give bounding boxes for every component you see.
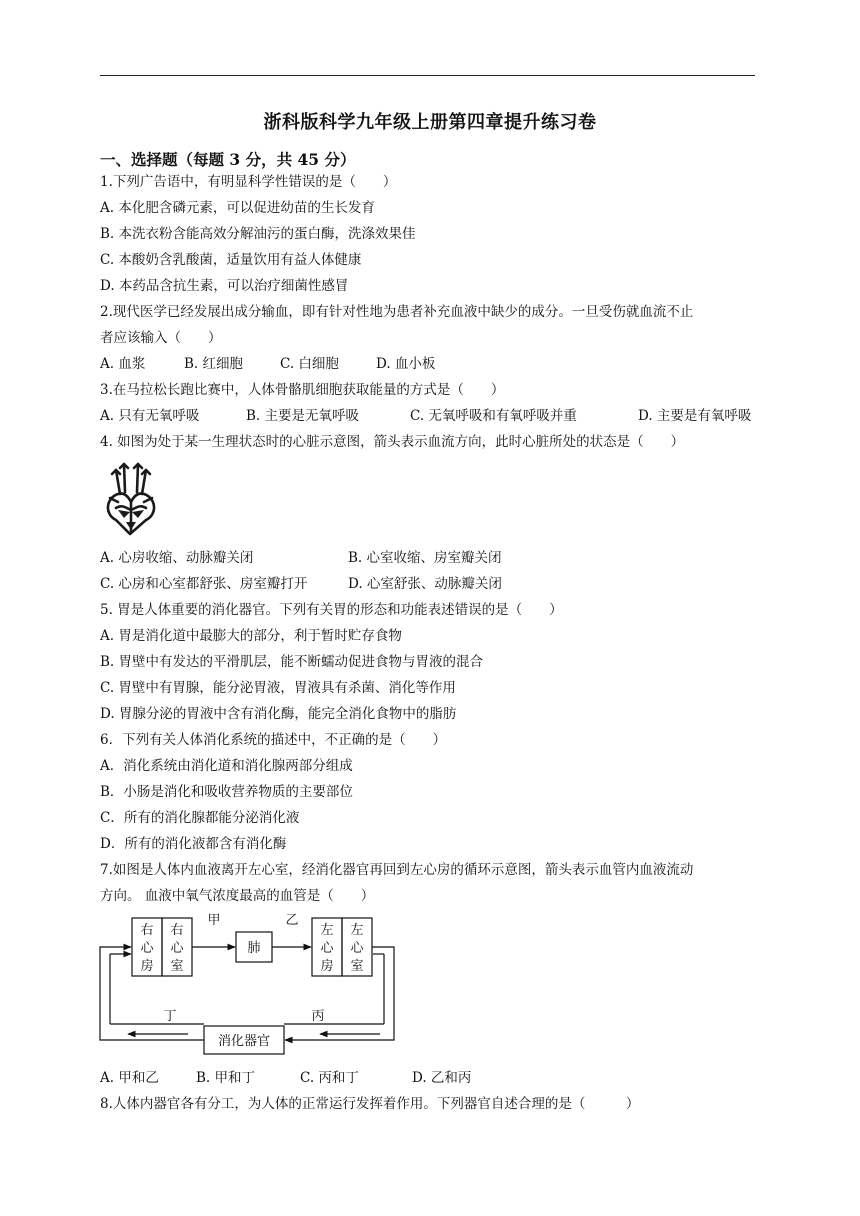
question-5-stem: 5. 胃是人体重要的消化器官。下列有关胃的形态和功能表述错误的是（ ） [100,602,563,618]
la-char-1: 左 [320,923,334,938]
question-6-option-b: B．小肠是消化和吸收营养物质的主要部位 [100,784,353,800]
label-ding: 丁 [163,1009,177,1024]
question-6-stem: 6．下列有关人体消化系统的描述中，不正确的是（ ） [100,732,447,748]
question-3-option-a: A. 只有无氧呼吸 [100,408,200,424]
question-7-option-b: B. 甲和丁 [196,1070,256,1086]
ra-char-3: 房 [140,959,154,974]
rv-char-3: 室 [170,959,184,974]
question-4-option-b: B. 心室收缩、房室瓣关闭 [348,550,502,566]
question-3-stem: 3.在马拉松长跑比赛中，人体骨骼肌细胞获取能量的方式是（ ） [100,382,505,398]
question-3-option-b: B. 主要是无氧呼吸 [246,408,360,424]
question-3-option-d: D. 主要是有氧呼吸 [638,408,752,424]
lv-char-1: 左 [350,923,364,938]
label-jia: 甲 [207,913,221,928]
question-7-option-c: C. 丙和丁 [300,1070,359,1086]
question-1-option-b: B. 本洗衣粉含能高效分解油污的蛋白酶，洗涤效果佳 [100,226,416,242]
question-3-option-c: C. 无氧呼吸和有氧呼吸并重 [410,408,577,424]
question-4-stem: 4. 如图为处于某一生理状态时的心脏示意图，箭头表示血流方向，此时心脏所处的状态是（ ） [100,434,685,450]
la-char-2: 心 [320,941,334,956]
circulation-diagram [98,910,398,1060]
question-7-option-d: D. 乙和丙 [412,1070,472,1086]
question-8-stem: 8.人体内器官各有分工，为人体的正常运行发挥着作用。下列器官自述合理的是（ ） [100,1096,640,1112]
question-2-option-d: D. 血小板 [376,356,436,372]
ra-char-1: 右 [140,923,154,938]
label-yi: 乙 [285,913,299,928]
question-2-option-a: A. 血浆 [100,356,146,372]
lv-char-2: 心 [350,941,364,956]
question-2-stem-line1: 2.现代医学已经发展出成分输血，即有针对性地为患者补充血液中缺少的成分。一旦受伤就血流不止 [100,304,694,320]
digestive-organ-label: 消化器官 [217,1034,271,1049]
question-2-option-c: C. 白细胞 [280,356,339,372]
section-heading: 一、选择题（每题 3 分，共 45 分） [100,150,356,169]
question-6-option-c: C．所有的消化腺都能分泌消化液 [100,810,300,826]
heart-diagram [100,458,162,538]
question-1-stem: 1.下列广告语中，有明显科学性错误的是（ ） [100,174,397,190]
question-5-option-c: C. 胃壁中有胃腺，能分泌胃液，胃液具有杀菌、消化等作用 [100,680,456,696]
question-1-option-a: A. 本化肥含磷元素，可以促进幼苗的生长发育 [100,200,375,216]
question-4-option-a: A. 心房收缩、动脉瓣关闭 [100,550,254,566]
page-title: 浙科版科学九年级上册第四章提升练习卷 [263,112,597,133]
rv-char-2: 心 [170,941,184,956]
question-7-stem-line1: 7.如图是人体内血液离开左心室，经消化器官再回到左心房的循环示意图，箭头表示血管内血液流动 [100,862,694,878]
lung-label: 肺 [247,941,261,956]
question-1-option-d: D. 本药品含抗生素，可以治疗细菌性感冒 [100,278,349,294]
ra-char-2: 心 [140,941,154,956]
label-bing: 丙 [311,1009,325,1024]
header-rule [100,75,755,76]
question-6-option-d: D．所有的消化液都含有消化酶 [100,836,287,852]
question-7-stem-line2: 方向。 血液中氧气浓度最高的血管是（ ） [100,888,375,904]
question-7-option-a: A. 甲和乙 [100,1070,159,1086]
question-4-option-c: C. 心房和心室都舒张、房室瓣打开 [100,576,308,592]
question-4-option-d: D. 心室舒张、动脉瓣关闭 [348,576,502,592]
lv-char-3: 室 [350,959,364,974]
question-2-option-b: B. 红细胞 [184,356,244,372]
rv-char-1: 右 [170,923,184,938]
question-6-option-a: A．消化系统由消化道和消化腺两部分组成 [100,758,353,774]
question-5-option-d: D. 胃腺分泌的胃液中含有消化酶，能完全消化食物中的脂肪 [100,706,457,722]
question-1-option-c: C. 本酸奶含乳酸菌，适量饮用有益人体健康 [100,252,362,268]
question-5-option-a: A. 胃是消化道中最膨大的部分，利于暂时贮存食物 [100,628,402,644]
question-5-option-b: B. 胃壁中有发达的平滑肌层，能不断蠕动促进食物与胃液的混合 [100,654,484,670]
question-2-stem-line2: 者应该输入（ ） [100,330,222,346]
la-char-3: 房 [320,959,334,974]
